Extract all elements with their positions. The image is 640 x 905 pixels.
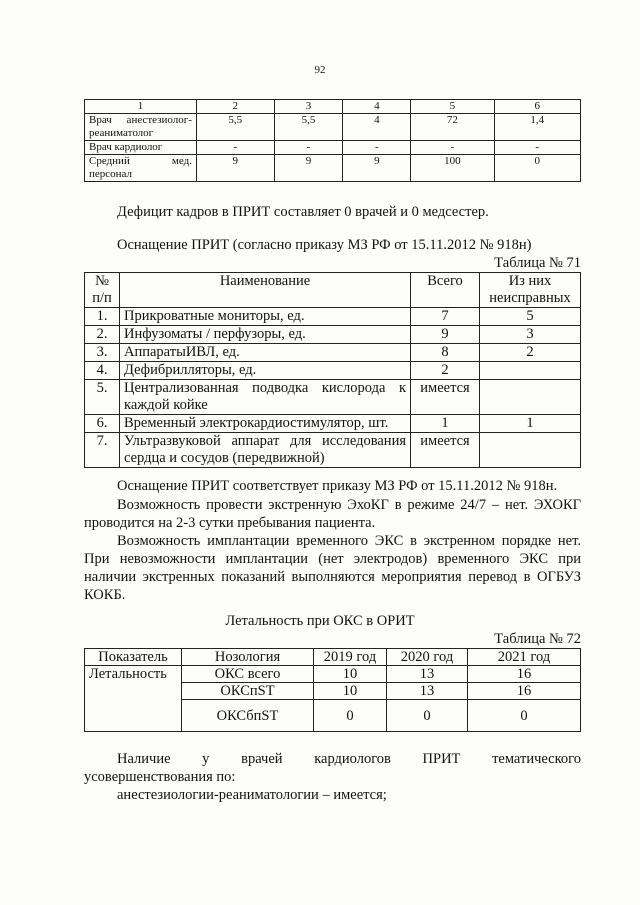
anesthesiology-line: анестезиологии-реаниматологии – имеется;: [117, 787, 387, 803]
row-num: 6.: [85, 415, 120, 433]
row-name: АппаратыИВЛ, ед.: [120, 344, 411, 362]
table-row: [85, 362, 581, 380]
table-cell: 9: [196, 155, 274, 182]
table-row: [85, 380, 581, 415]
row-num: 5.: [85, 380, 120, 415]
eks-paragraph: Возможность имплантации временного ЭКС в экстренном порядке нет. При невозможности имплантации (нет электродов) временного ЭКС при наличии экстренных показаний выполняются мероприятия перевод в ОГБУЗ КОКБ.: [84, 533, 581, 603]
table-cell: 10: [314, 666, 387, 683]
table-cell: 9: [343, 155, 411, 182]
row-total: 8: [411, 344, 480, 362]
row-total: 9: [411, 326, 480, 344]
table-cell: 16: [468, 666, 581, 683]
table-cell: -: [411, 141, 494, 155]
row-broken: 2: [480, 344, 581, 362]
table-cell: 13: [387, 683, 468, 700]
table-cell: 2: [196, 100, 274, 114]
table-row: [85, 326, 581, 344]
table-cell: 1: [85, 100, 197, 114]
table-row: [85, 666, 581, 683]
table-cell: 10: [314, 683, 387, 700]
table-header-row: [85, 273, 581, 308]
table-cell: 4: [343, 114, 411, 141]
row-broken: [480, 380, 581, 415]
row-name: Централизованная подводка кислорода к каждой койке: [120, 380, 411, 415]
indicator-cell: Летальность: [85, 666, 182, 732]
row-broken: 5: [480, 308, 581, 326]
table-cell: 100: [411, 155, 494, 182]
row-num: 3.: [85, 344, 120, 362]
conformity-text: Оснащение ПРИТ соответствует приказу МЗ РФ от 15.11.2012 № 918н.: [117, 478, 558, 494]
table-cell: 3: [274, 100, 343, 114]
table-cell: Показатель: [85, 649, 182, 666]
row-broken: [480, 362, 581, 380]
table-cell: 2020 год: [387, 649, 468, 666]
echo-paragraph: Возможность провести экстренную ЭхоКГ в режиме 24/7 – нет. ЭХОКГ проводится на 2-3 сутки пребывания пациента.: [84, 497, 581, 531]
table-cell: -: [196, 141, 274, 155]
table-row: [85, 308, 581, 326]
page-number: 92: [314, 64, 326, 76]
table-cell: 72: [411, 114, 494, 141]
table-row: [85, 141, 581, 155]
table-cell: 5,5: [196, 114, 274, 141]
table-row: [85, 155, 581, 182]
row-name: Прикроватные мониторы, ед.: [120, 308, 411, 326]
row-total: имеется: [411, 380, 480, 415]
table-cell: 9: [274, 155, 343, 182]
row-name: Дефибрилляторы, ед.: [120, 362, 411, 380]
row-label: Средний мед. персонал: [85, 155, 197, 182]
row-total: 2: [411, 362, 480, 380]
table-cell: ОКСпST: [182, 683, 314, 700]
table71-caption: Таблица № 71: [494, 255, 581, 271]
table-row: [85, 114, 581, 141]
header-name: Наименование: [120, 273, 411, 308]
row-num: 7.: [85, 433, 120, 468]
table-cell: 0: [387, 700, 468, 732]
table-cell: 5,5: [274, 114, 343, 141]
table-header-row: [85, 649, 581, 666]
header-broken: Из них неисправных: [480, 273, 581, 308]
header-total: Всего: [411, 273, 480, 308]
table-cell: 0: [468, 700, 581, 732]
table-cell: 16: [468, 683, 581, 700]
table-cell: -: [274, 141, 343, 155]
training-line-1: Наличие у врачей кардиологов ПРИТ тематического: [117, 751, 581, 767]
table-row: [85, 344, 581, 362]
table-cell: -: [343, 141, 411, 155]
row-label: Врач кардиолог: [85, 141, 197, 155]
row-total: 7: [411, 308, 480, 326]
row-total: 1: [411, 415, 480, 433]
table-row: [85, 415, 581, 433]
row-num: 4.: [85, 362, 120, 380]
table-cell: 6: [494, 100, 581, 114]
table-cell: 13: [387, 666, 468, 683]
table72-caption: Таблица № 72: [494, 631, 581, 647]
staffing-table: [84, 99, 581, 182]
row-broken: [480, 433, 581, 468]
row-name: Временный электрокардиостимулятор, шт.: [120, 415, 411, 433]
row-num: 1.: [85, 308, 120, 326]
equipment-table: [84, 272, 581, 468]
mortality-title: Летальность при ОКС в ОРИТ: [225, 613, 415, 629]
mortality-table: [84, 648, 581, 732]
row-num: 2.: [85, 326, 120, 344]
table-cell: Нозология: [182, 649, 314, 666]
training-line-2: усовершенствования по:: [84, 769, 236, 785]
table-cell: 1,4: [494, 114, 581, 141]
table-row: [85, 433, 581, 468]
table-cell: 2021 год: [468, 649, 581, 666]
table-cell: 0: [494, 155, 581, 182]
table-cell: ОКСбпST: [182, 700, 314, 732]
row-name: Ультразвуковой аппарат для исследования сердца и сосудов (передвижной): [120, 433, 411, 468]
row-name: Инфузоматы / перфузоры, ед.: [120, 326, 411, 344]
table-cell: 0: [314, 700, 387, 732]
deficit-text: Дефицит кадров в ПРИТ составляет 0 врачей и 0 медсестер.: [117, 204, 489, 220]
equipment-title: Оснащение ПРИТ (согласно приказу МЗ РФ от 15.11.2012 № 918н): [117, 237, 532, 253]
table-cell: 2019 год: [314, 649, 387, 666]
table-header-row: [85, 100, 581, 114]
row-label: Врач анестезиолог- реаниматолог: [85, 114, 197, 141]
table-cell: 4: [343, 100, 411, 114]
row-broken: 3: [480, 326, 581, 344]
header-num: № п/п: [85, 273, 120, 308]
table-cell: -: [494, 141, 581, 155]
table-cell: 5: [411, 100, 494, 114]
row-broken: 1: [480, 415, 581, 433]
table-cell: ОКС всего: [182, 666, 314, 683]
row-total: имеется: [411, 433, 480, 468]
